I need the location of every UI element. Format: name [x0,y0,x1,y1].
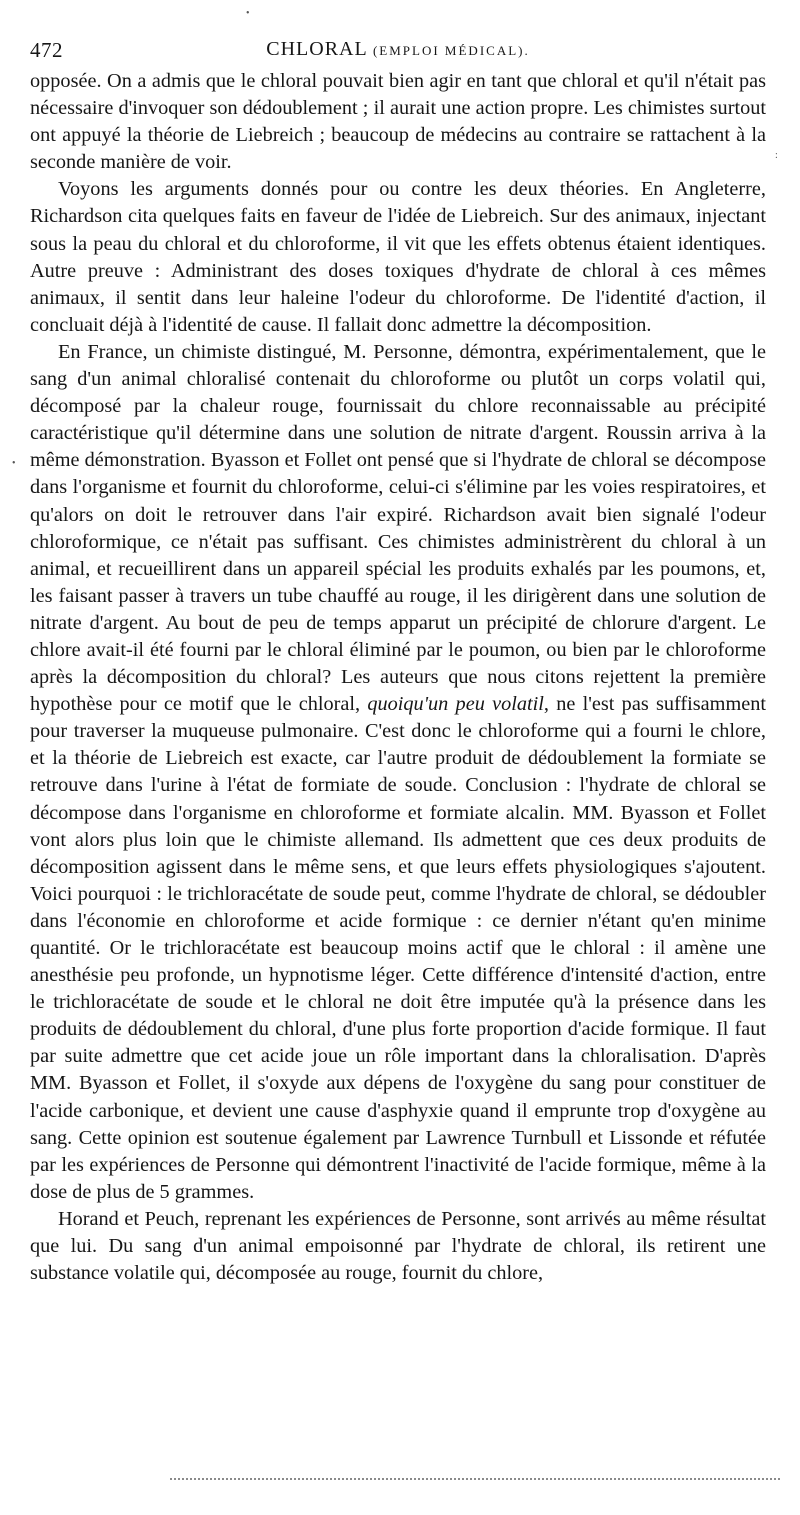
running-title-subtitle: (EMPLOI MÉDICAL). [372,43,530,58]
text-run: Voyons les arguments donnés pour ou contre les deux théories. En Angleterre, Richardson cita quelques faits en faveur de l'idée de Liebreich. Sur des animaux, injectant sous la peau du chloral et du chloroforme, il vit que les effets obtenus étaient identiques. Autre preuve : Administrant des doses toxiques d'hydrate de chloral à ces mêmes animaux, il sentit dans leur haleine l'odeur du chloroforme. De l'identité d'action, il concluait déjà à l'identité de cause. Il fallait donc admettre la décomposition. [30,178,766,336]
running-head [30,38,766,68]
body-text [30,68,766,1287]
page-speck: : [775,150,778,161]
page-number: 472 [30,38,63,62]
text-run: En France, un chimiste distingué, M. Personne, démontra, expérimentalement, que le sang d'un animal chloralisé contenait du chloroforme ou plutôt un corps volatil qui, décomposé par la chaleur rouge, fournissait du chlore reconnaissable au précipité caractéristique qu'il détermine dans une solution de nitrate d'argent. Roussin arriva à la même démonstration. Byasson et Follet ont pensé que si l'hydrate de chloral se décompose dans l'organisme et fournit du chloroforme, celui-ci s'élimine par les voies respiratoires, et qu'alors on doit le retrouver dans l'air expiré. Richardson avait bien signalé l'odeur chloroformique, ce n'était pas suffisant. Ces chimistes administrèrent du chloral à un animal, et recueillirent dans un appareil spécial les produits exhalés par les poumons, et, les faisant passer à travers un tube chauffé au rouge, il les dirigèrent dans une solution de nitrate d'argent. Au bout de peu de temps apparut un précipité de chlorure d'argent. Le chlore avait-il été fourni par le chloral éliminé par le poumon, ou bien par le chloroforme après la décomposition du chloral? Les auteurs que nous citons rejettent la première hypothèse pour ce motif que le chloral, [30,340,766,716]
paragraph [30,176,766,339]
italic-phrase: quoiqu'un peu volatil [367,693,544,716]
page-speck: • [12,458,16,469]
paragraph [30,1206,766,1287]
running-title-main: CHLORAL [266,38,367,60]
document-page [30,38,766,1287]
page-speck: • [246,8,250,19]
text-run: opposée. On a admis que le chloral pouvait bien agir en tant que chloral et qu'il n'était pas nécessaire d'invoquer son dédoublement ; il aurait une action propre. Les chimistes surtout ont appuyé la théorie de Liebreich ; beaucoup de médecins au contraire se rattachent à la seconde manière de voir. [30,70,766,174]
text-run: , ne l'est pas suffisamment pour traverser la muqueuse pulmonaire. C'est donc le chloroforme qui a fourni le chlore, et la théorie de Liebreich est exacte, car l'autre produit de dédoublement la formiate se retrouve dans l'urine à l'état de formiate de soude. Conclusion : l'hydrate de chloral se décompose dans l'organisme en chloroforme et formiate alcalin. MM. Byasson et Follet vont alors plus loin que le chimiste allemand. Ils admettent que ces deux produits de décomposition agissent dans le même sens, et que leurs effets physiologiques s'ajoutent. Voici pourquoi : le trichloracétate de soude peut, comme l'hydrate de chloral, se dédoubler dans l'économie en chloroforme et acide formique : ce dernier n'étant qu'en minime quantité. Or le trichloracétate est beaucoup moins actif que le chloral : il amène une anesthésie peu profonde, un hypnotisme léger. Cette différence d'intensité d'action, entre le trichloracétate de soude et le chloral ne doit être imputée qu'à la présence dans les produits de dédoublement du chloral, d'une plus forte proportion d'acide formique. Il faut par suite admettre que cet acide joue un rôle important dans la chloralisation. D'après MM. Byasson et Follet, il s'oxyde aux dépens de l'oxygène du sang pour constituer de l'acide carbonique, et devient une cause d'asphyxie quand il emprunte trop d'oxygène au sang. Cette opinion est soutenue également par Lawrence Turnbull et Lissonde et réfutée par les expériences de Personne qui démontrent l'inactivité de l'acide formique, même à la dose de plus de 5 grammes. [30,693,766,1203]
text-run: Horand et Peuch, reprenant les expériences de Personne, sont arrivés au même résultat que lui. Du sang d'un animal empoisonné par l'hydrate de chloral, ils retirent une substance volatile qui, décomposée au rouge, fournit du chlore, [30,1207,766,1285]
paragraph [30,339,766,1206]
bottom-rule [170,1478,780,1480]
paragraph [30,68,766,176]
running-title [30,38,766,61]
